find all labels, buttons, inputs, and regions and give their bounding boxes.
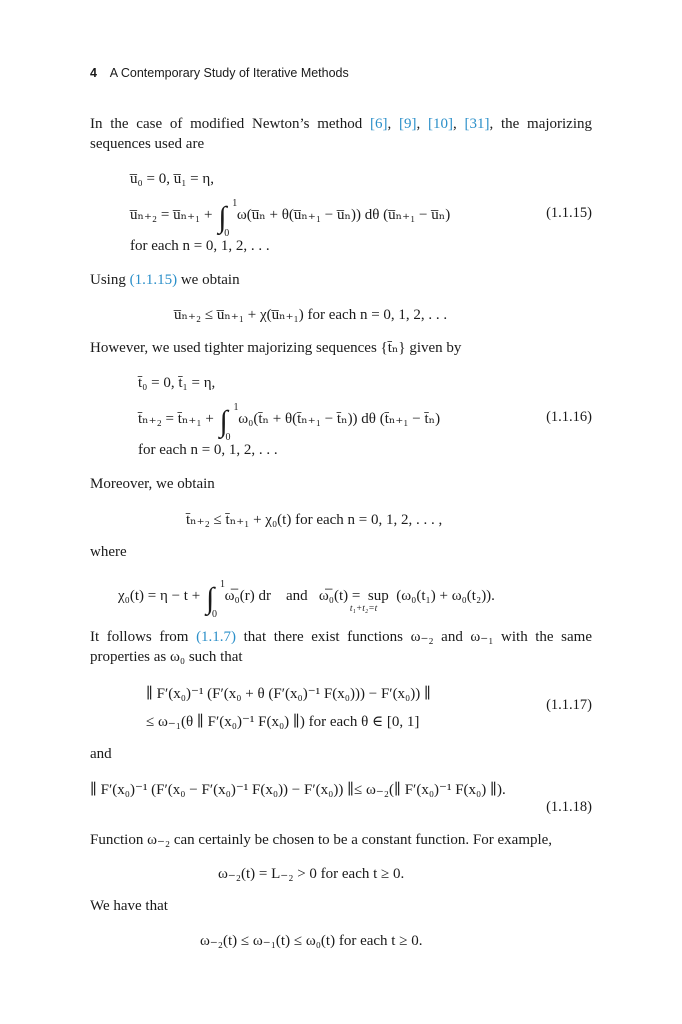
paragraph-where: where (90, 544, 127, 560)
eq-constant: ω₋₂(t) = L₋₂ > 0 for each t ≥ 0. (218, 866, 405, 882)
eq-1-1-18-line1: ∥ F′(x₀)⁻¹ (F′(x₀ − F′(x₀)⁻¹ F(x₀)) − F′(x₀)) ∥≤ ω₋₂(∥ F′(x₀)⁻¹ F(x₀) ∥). (90, 782, 506, 798)
eq-t-bound: t̄ₙ₊₂ ≤ t̄ₙ₊₁ + χ₀(t) for each n = 0, 1, 2, . . . , (186, 512, 443, 528)
paragraph-constant-function: Function ω₋₂ can certainly be chosen to be a constant function. For example, (90, 832, 553, 848)
equation-number: (1.1.18) (546, 799, 592, 815)
paragraph-using: Using (1.1.15) we obtain (90, 272, 240, 288)
paragraph-tighter-sequences: However, we used tighter majorizing sequences {t̄ₙ} given by (90, 340, 462, 356)
eq-1-1-16-line1: t̄₀ = 0, t̄₁ = η, (138, 375, 216, 391)
eq-chi-definition: χ₀(t) = η − t + ∫ 1 0 ω̅₀(r) dr and ω̅₀(t) = sup t₁+t₂=t (ω₀(t₁) + ω₀(t₂)). (118, 579, 495, 620)
paragraph-it-follows: It follows from (1.1.7) that there exist functions ω₋₂ and ω₋₁ with the same properties as ω₀ such that (90, 629, 592, 665)
equation-number: (1.1.15) (546, 205, 592, 221)
equation-ref-link[interactable]: (1.1.15) (129, 272, 178, 288)
eq-1-1-15-line3: for each n = 0, 1, 2, . . . (130, 238, 270, 254)
eq-1-1-15-line1: u̅₀ = 0, u̅₁ = η, (130, 171, 214, 187)
eq-u-bound: u̅ₙ₊₂ ≤ u̅ₙ₊₁ + χ(u̅ₙ₊₁) for each n = 0, 1, 2, . . . (174, 307, 448, 323)
equation-number: (1.1.17) (546, 697, 592, 713)
running-header (90, 66, 349, 80)
eq-1-1-16-line3: for each n = 0, 1, 2, . . . (138, 442, 278, 458)
citation-link[interactable]: [10] (427, 116, 453, 132)
running-title: A Contemporary Study of Iterative Methods (109, 66, 349, 80)
citation-link[interactable]: [6] (369, 116, 388, 132)
paragraph-we-have: We have that (90, 898, 168, 914)
integral-sign: ∫ 1 0 (218, 198, 238, 239)
supremum-operator: sup t₁+t₂=t (349, 588, 389, 614)
eq-final-inequality: ω₋₂(t) ≤ ω₋₁(t) ≤ ω₀(t) for each t ≥ 0. (200, 933, 423, 949)
citation-link[interactable]: [9] (398, 116, 417, 132)
equation-ref-link[interactable]: (1.1.7) (196, 629, 237, 645)
eq-1-1-17-line1: ∥ F′(x₀)⁻¹ (F′(x₀ + θ (F′(x₀)⁻¹ F(x₀))) − F′(x₀)) ∥ (146, 686, 431, 702)
citation-link[interactable]: [31] (464, 116, 490, 132)
integral-sign: ∫ 1 0 (205, 579, 225, 620)
integral-sign: ∫ 1 0 (219, 402, 239, 443)
eq-1-1-16-line2: t̄ₙ₊₂ = t̄ₙ₊₁ + ∫ 1 0 ω₀(t̄ₙ + θ(t̄ₙ₊₁ − t̄ₙ)) dθ (t̄ₙ₊₁ − t̄ₙ) (138, 402, 441, 443)
paragraph-moreover: Moreover, we obtain (90, 476, 215, 492)
eq-1-1-15-line2: u̅ₙ₊₂ = u̅ₙ₊₁ + ∫ 1 0 ω(u̅ₙ + θ(u̅ₙ₊₁ − u̅ₙ)) dθ (u̅ₙ₊₁ − u̅ₙ) (130, 198, 451, 239)
page-number: 4 (90, 66, 97, 80)
paragraph-and: and (90, 746, 112, 762)
eq-1-1-17-line2: ≤ ω₋₁(θ ∥ F′(x₀)⁻¹ F(x₀) ∥) for each θ ∈ [0, 1] (146, 714, 420, 730)
equation-number: (1.1.16) (546, 409, 592, 425)
paragraph-modified-newton: In the case of modified Newton’s method [6], [9], [10], [31], the majorizing sequences used are (90, 116, 593, 152)
